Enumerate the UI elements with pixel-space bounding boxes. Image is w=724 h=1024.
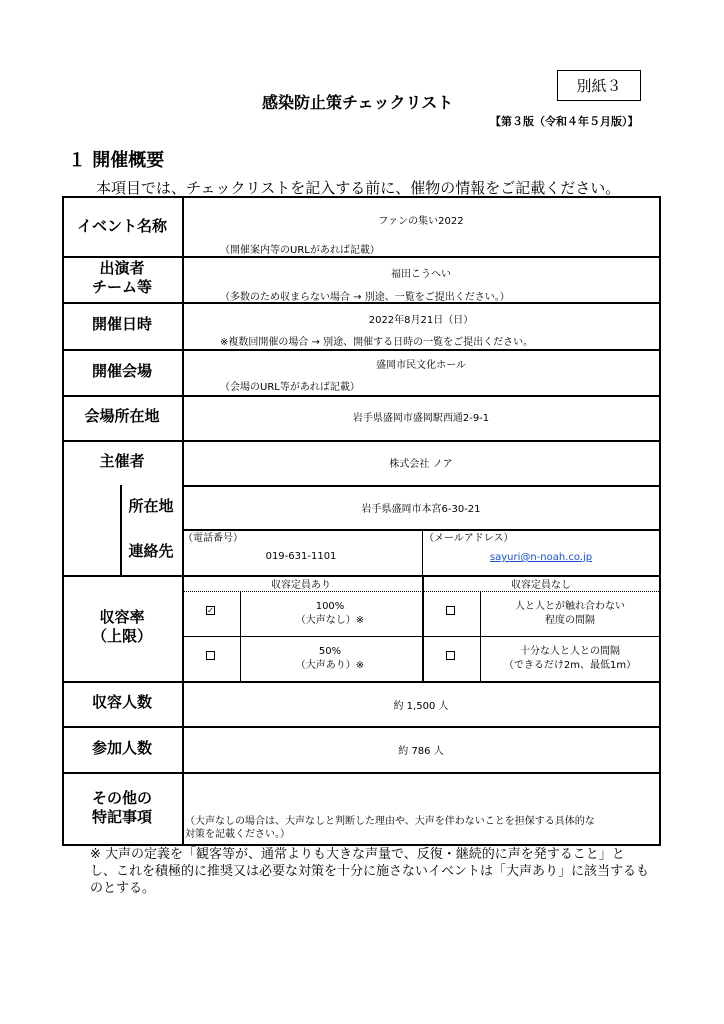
with-capacity-header: 収容定員あり (271, 580, 331, 591)
venue-address-value: 岩手県盛岡市盛岡駅西通2-9-1 (352, 413, 490, 424)
label-other: その他の 特記事項 (91, 789, 152, 826)
email-label: （メールアドレス） (424, 533, 514, 544)
capacity-count-value: 約 1,500 人 (393, 701, 449, 712)
option-no-touch-spacing: 人と人とが触れ合わない 程度の間隔 (515, 601, 625, 626)
checkbox-50-percent[interactable] (206, 651, 215, 660)
label-contact: 連絡先 (128, 541, 174, 560)
section-title: １ 開催概要 (68, 150, 165, 171)
venue-note: （会場のURL等があれば記載） (220, 382, 360, 393)
checkbox-no-touch-spacing[interactable] (446, 606, 455, 615)
organizer-value: 株式会社 ノア (389, 459, 453, 470)
label-participants: 参加人数 (91, 738, 152, 757)
performer-value: 福田こうへい (391, 269, 451, 280)
option-50-percent: 50% （大声あり）※ (295, 646, 365, 671)
label-capacity-count: 収容人数 (91, 693, 152, 711)
label-venue-address: 会場所在地 (84, 407, 160, 425)
footnote: ※ 大声の定義を「観客等が、通常よりも大きな声量で、反復・継続的に声を発すること」とし、これを積極的に推奨又は必要な対策を十分に施さないイベントは「大声あり」に該当するものとする。 (90, 847, 650, 896)
organizer-address-value: 岩手県盛岡市本宮6-30-21 (361, 504, 481, 515)
date-note: ※複数回開催の場合 → 別途、開催する日時の一覧をご提出ください。 (220, 337, 534, 348)
label-venue: 開催会場 (91, 361, 152, 380)
label-organizer: 主催者 (99, 452, 145, 470)
checkbox-sufficient-spacing[interactable] (446, 651, 455, 660)
event-name-value: ファンの集い2022 (378, 216, 464, 227)
label-performer: 出演者 チーム等 (91, 259, 152, 296)
page-title: 感染防止策チェックリスト (262, 93, 454, 112)
version-label: 【第３版（令和４年５月版）】 (490, 115, 639, 128)
performer-note: （多数のため収まらない場合 → 別途、一覧をご提出ください。） (220, 292, 510, 303)
without-capacity-header: 収容定員なし (511, 580, 571, 591)
label-event-name: イベント名称 (76, 216, 167, 235)
checkbox-100-percent[interactable]: ✓ (207, 606, 214, 615)
label-date: 開催日時 (91, 315, 152, 333)
event-name-note: （開催案内等のURLがあれば記載） (220, 245, 380, 256)
date-value: 2022年8月21日（日） (368, 315, 474, 326)
venue-value: 盛岡市民文化ホール (376, 360, 466, 371)
label-capacity: 収容率 （上限） (91, 608, 152, 645)
label-organizer-address: 所在地 (128, 496, 174, 515)
email-link[interactable]: sayuri@n-noah.co.jp (489, 552, 593, 563)
phone-label: （電話番号） (183, 533, 243, 544)
option-sufficient-spacing: 十分な人と人との間隔 （できるだけ2m、最低1m） (503, 646, 637, 671)
other-note: （大声なしの場合は、大声なしと判断した理由や、大声を伴わないことを担保する具体的な 対策を記載ください。） (185, 816, 595, 840)
phone-value: 019-631-1101 (265, 551, 337, 562)
attachment-label: 別紙３ (557, 70, 641, 101)
intro-text: 本項目では、チェックリストを記入する前に、催物の情報をご記載ください。 (96, 179, 621, 197)
participants-value: 約 786 人 (398, 746, 444, 757)
option-100-percent: 100% （大声なし）※ (295, 601, 365, 626)
